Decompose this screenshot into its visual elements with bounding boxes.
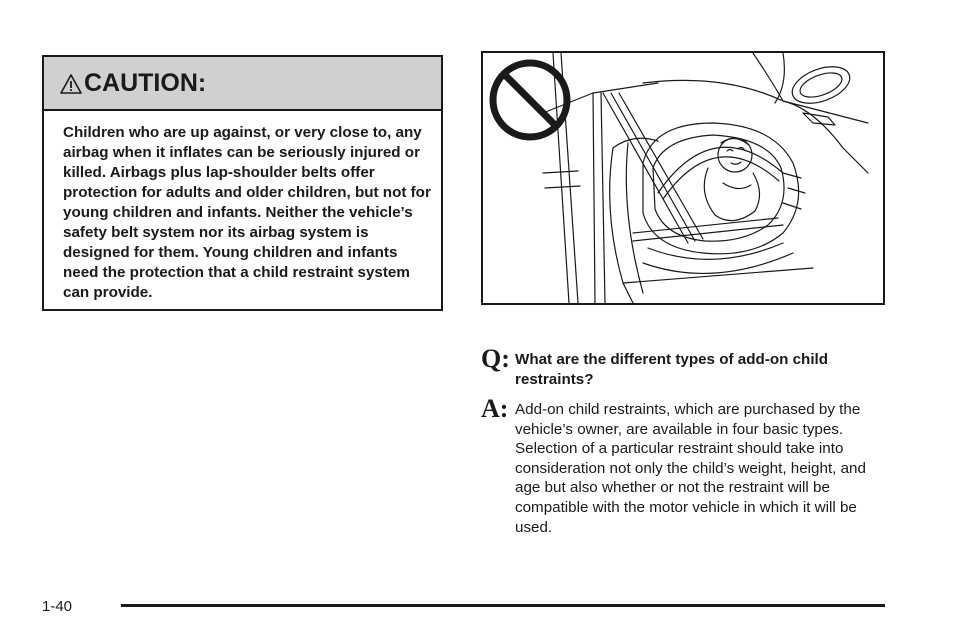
infant-seat-illustration: [481, 51, 885, 305]
page-number: 1-40: [42, 598, 73, 615]
caution-header: [44, 57, 441, 111]
footer-rule: [121, 604, 885, 607]
caution-title: CAUTION:: [84, 68, 207, 97]
answer-text: Add-on child restraints, which are purchased by the vehicle’s owner, are available in four basic types. Selection of a particular restraint should take into consideration not only the child’s weight, height, and age but also whether or not the restraint will be compatible with the motor vehicle in which it will be used.: [515, 401, 866, 536]
answer-block: [481, 396, 891, 537]
answer-marker: A:: [481, 394, 509, 423]
caution-box: [42, 55, 443, 311]
caution-body: Children who are up against, or very close to, any airbag when it inflates can be seriously injured or killed. Airbags plus lap-shoulder belts offer protection for adults and older children, but not for young children and infants. Neither the vehicle’s safety belt system nor its airbag system is designed for them. Young children and infants need the protection that a child restraint system can provide.: [63, 124, 431, 301]
infant-seat-drawing: [483, 53, 883, 303]
question-marker: Q:: [481, 344, 510, 373]
warning-triangle-icon: [60, 73, 82, 95]
question-text: What are the different types of add-on child restraints?: [515, 351, 829, 388]
question-block: [481, 346, 891, 389]
